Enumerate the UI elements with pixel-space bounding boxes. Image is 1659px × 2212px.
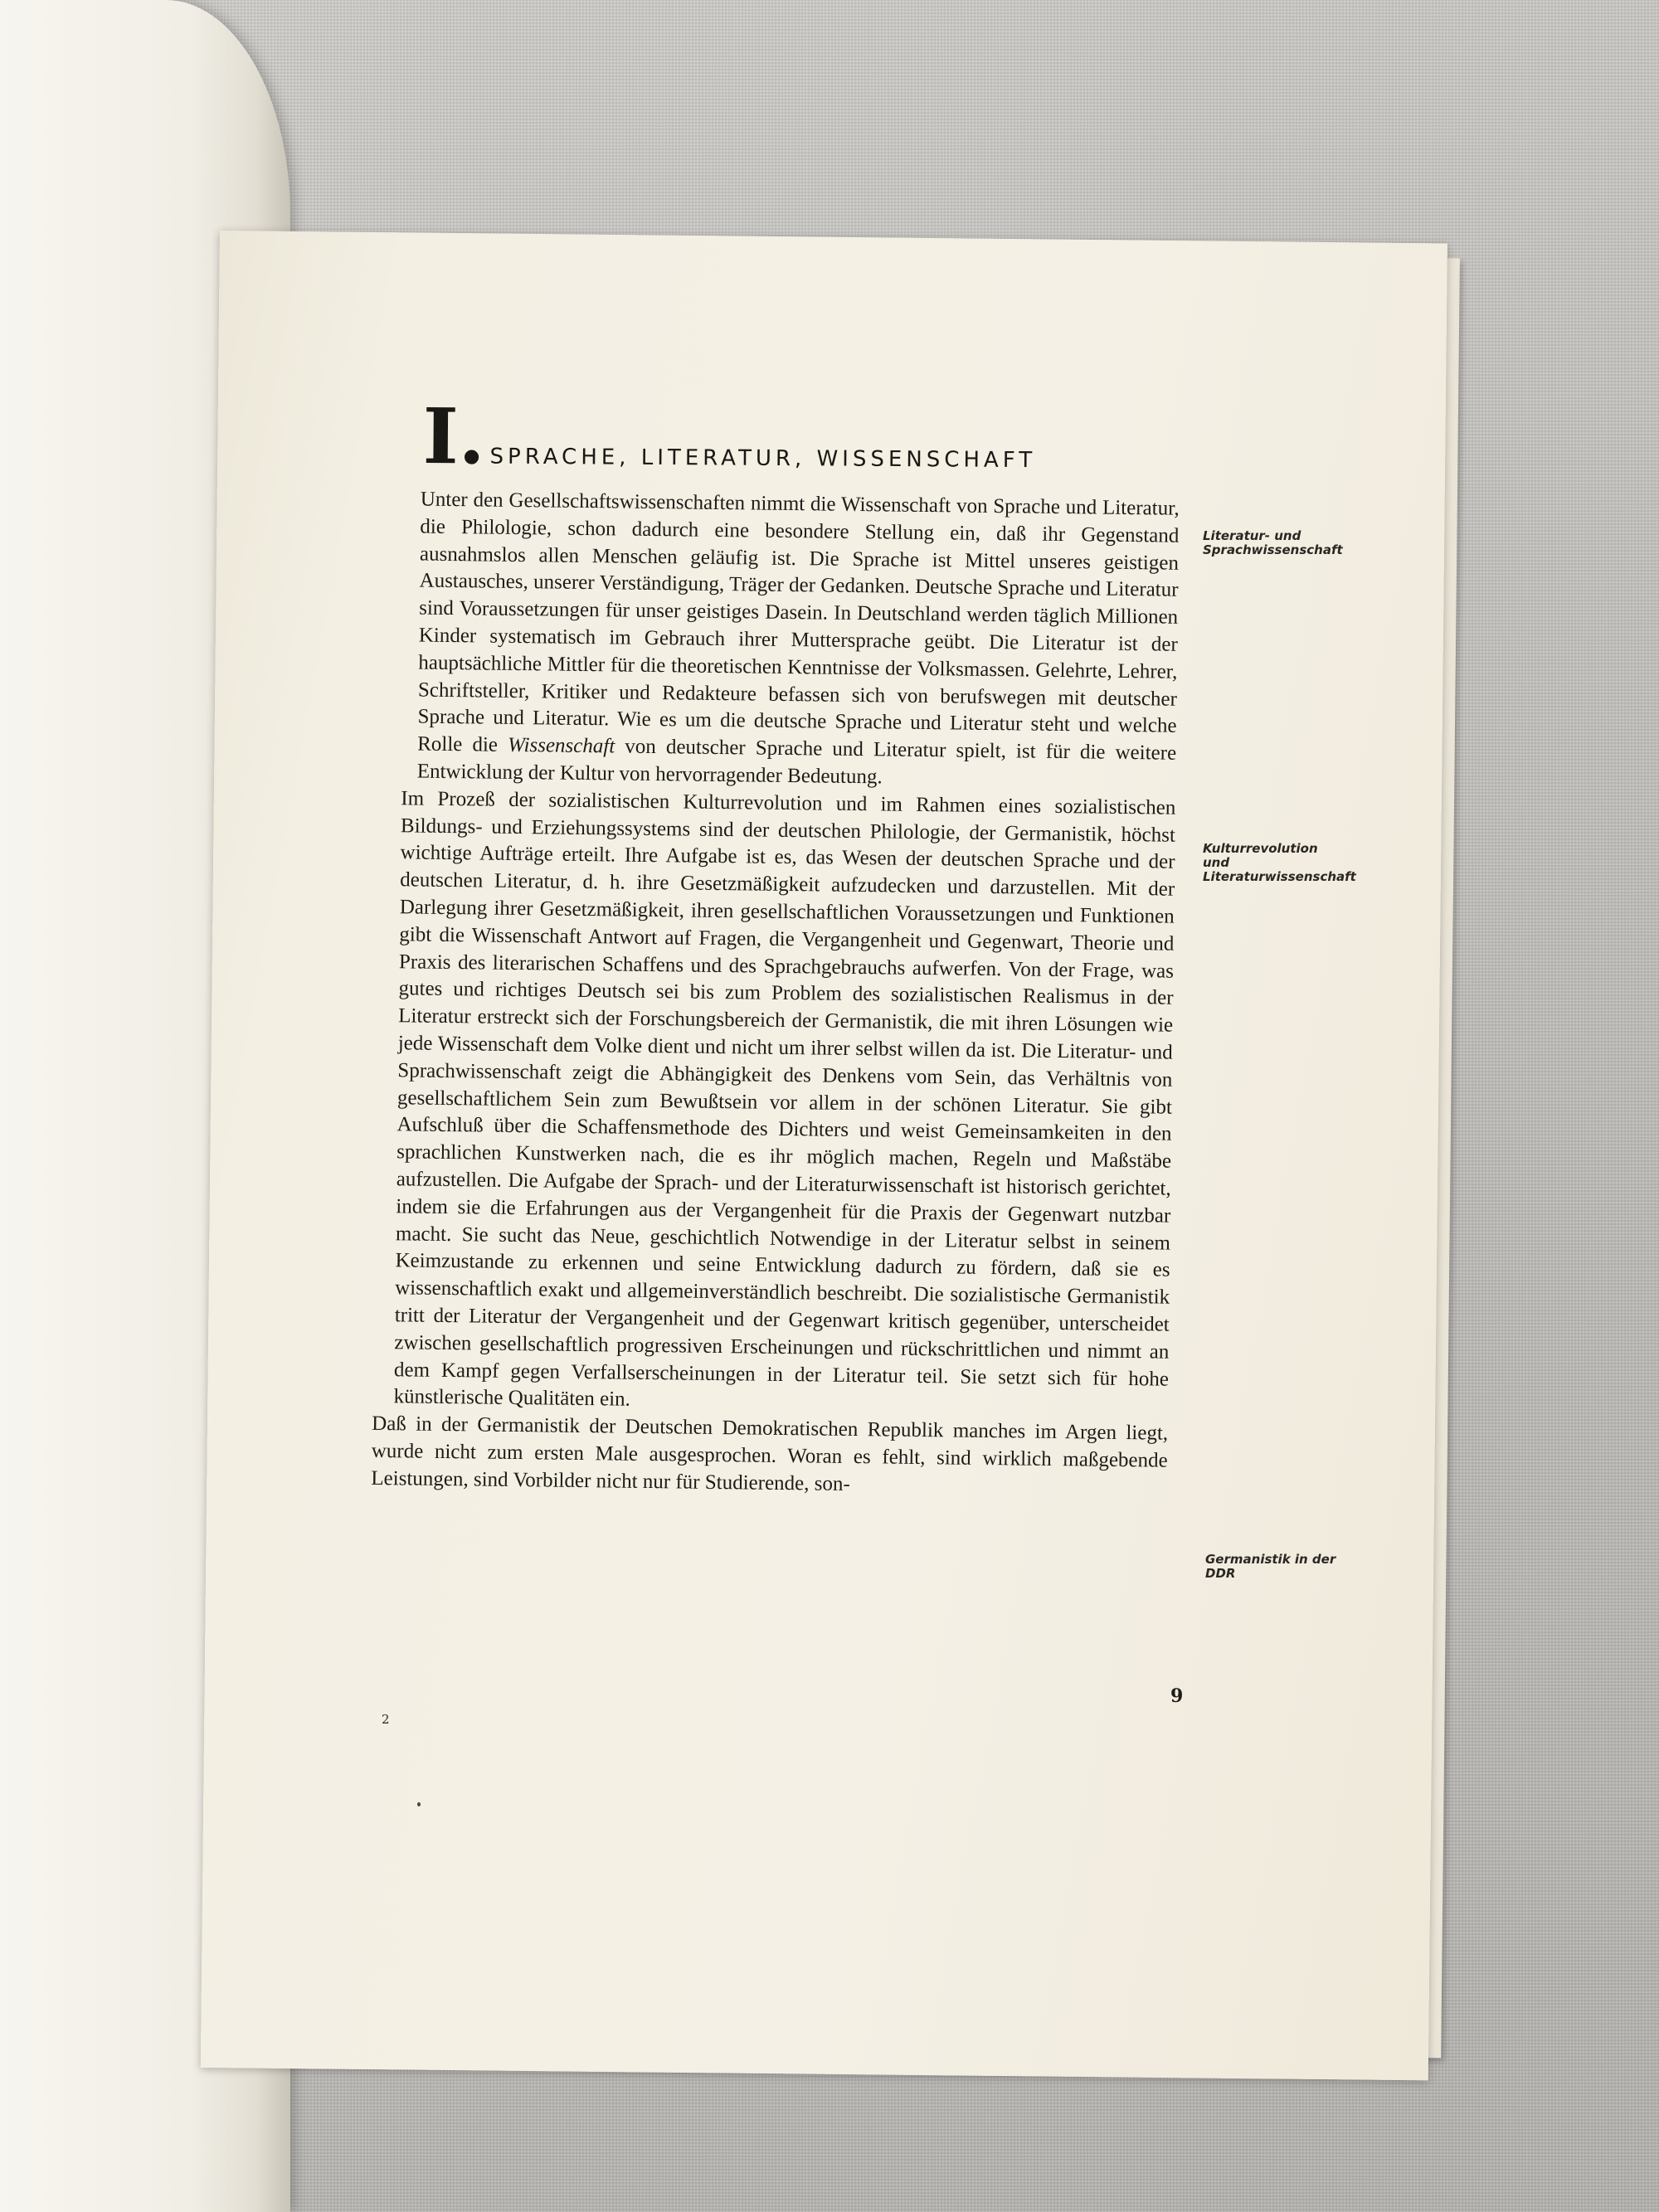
margin-note: Literatur- und Sprachwissenschaft [1203,528,1343,557]
margin-note: Kulturrevolution und Literaturwissenschaft [1203,841,1356,884]
margin-note: Germanistik in der DDR [1205,1552,1336,1581]
emphasis-word: Wissenschaft [507,734,615,758]
ink-speck [417,1802,421,1806]
chapter-title: SPRACHE, LITERATUR, WISSENSCHAFT [489,444,1037,474]
chapter-heading [422,391,1037,482]
paragraph-text: Unter den Gesellschaftswissenschaften nimmt die Wissenschaft von Sprache und Literatur, die Philologie, schon dadurch eine besondere Stellung ein, daß ihr Gegenstand ausnahmslos allen Menschen geläufig ist. Die Sprache ist Mittel unseres geistigen Austausches, unserer Verständigung, Träger der Gedanken. Deutsche Sprache und Literatur sind Voraussetzungen für unser geistiges Dasein. In Deutschland werden täglich Millionen Kinder systematisch im Gebrauch ihrer Muttersprache geübt. Die Literatur ist der hauptsächliche Mittler für die theoretischen Kenntnisse der Volksmassen. Gelehrte, Lehrer, Schriftsteller, Kritiker und Redakteure befassen sich von berufswegen mit deutscher Sprache und Literatur. Wie es um die deutsche Sprache und Literatur steht und welche Rolle die [417,488,1180,756]
page-number: 9 [1170,1685,1184,1707]
signature-mark: 2 [382,1712,390,1727]
paragraph [380,486,1180,795]
paragraph-text: von deutscher Sprache und Literatur spielt, ist für die weitere Entwicklung der Kultur von hervorragender Bedeutung. [416,735,1177,789]
body-text [371,486,1180,1502]
paragraph: Im Prozeß der sozialistischen Kulturrevolution und im Rahmen eines sozialistischen Bildungs- und Erziehungssystems sind der deutschen Philologie, der Germanistik, höchst wichtige Aufträge erteilt. Ihre Aufgabe ist es, das Wesen der deutschen Sprache und der deutschen Literatur, d. h. ihre Gesetzmäßigkeit aufzudecken und darzustellen. Mit der Darlegung ihrer Gesetzmäßigkeit, ihren gesellschaftlichen Voraussetzungen und Funktionen gibt die Wissenschaft Antwort auf Fragen, die Vergangenheit und Gegenwart, Theorie und Praxis des literarischen Schaffens und des Sprachgebrauchs aufwerfen. Von der Frage, was gutes und richtiges Deutsch sei bis zum Problem des sozialistischen Realismus in der Literatur erstreckt sich der Forschungsbereich der Germanistik, die mit ihren Lösungen wie jede Wissenschaft dem Volke dient und nicht um ihrer selbst willen da ist. Die Literatur- und Sprachwissenschaft zeigt die Abhängigkeit des Denkens vom Sein, das Verhältnis von gesellschaftlichem Sein zum Bewußtsein vor allem in der schönen Literatur. Sie gibt Aufschluß über die Schaffensmethode des Dichters und weist Gemeinsamkeiten in den sprachlichen Kunstwerken nach, die es ihr möglich machen, Regeln und Maßstäbe aufzustellen. Die Aufgabe der Sprach- und der Literaturwissenschaft ist historisch gerichtet, indem sie die Erfahrungen aus der Vergangenheit für die Praxis der Gegenwart nutzbar macht. Sie sucht das Neue, geschichtlich Notwendige in der Literatur selbst in seinem Keimzustande zu erkennen und seine Entwicklung dadurch zu fördern, daß sie es wissenschaftlich exakt und allgemeinverständlich beschreibt. Die sozialistische Germanistik tritt der Literatur der Vergangenheit und der Gegenwart kritisch gegenüber, unterscheidet zwischen gesellschaftlich progressiven Erscheinungen und rückschrittlichen und nimmt an dem Kampf gegen Verfallserscheinungen in der Literatur teil. Sie setzt sich für hohe künstlerische Qualitäten ein. [393,787,1176,1412]
chapter-number: I. [422,391,486,482]
paragraph: Daß in der Germanistik der Deutschen Demokratischen Republik manches im Argen liegt, wurde nicht zum ersten Male ausgesprochen. Woran es fehlt, sind wirklich maßgebende Leistungen, sind Vorbilder nicht nur für Studierende, son- [371,1412,1169,1495]
